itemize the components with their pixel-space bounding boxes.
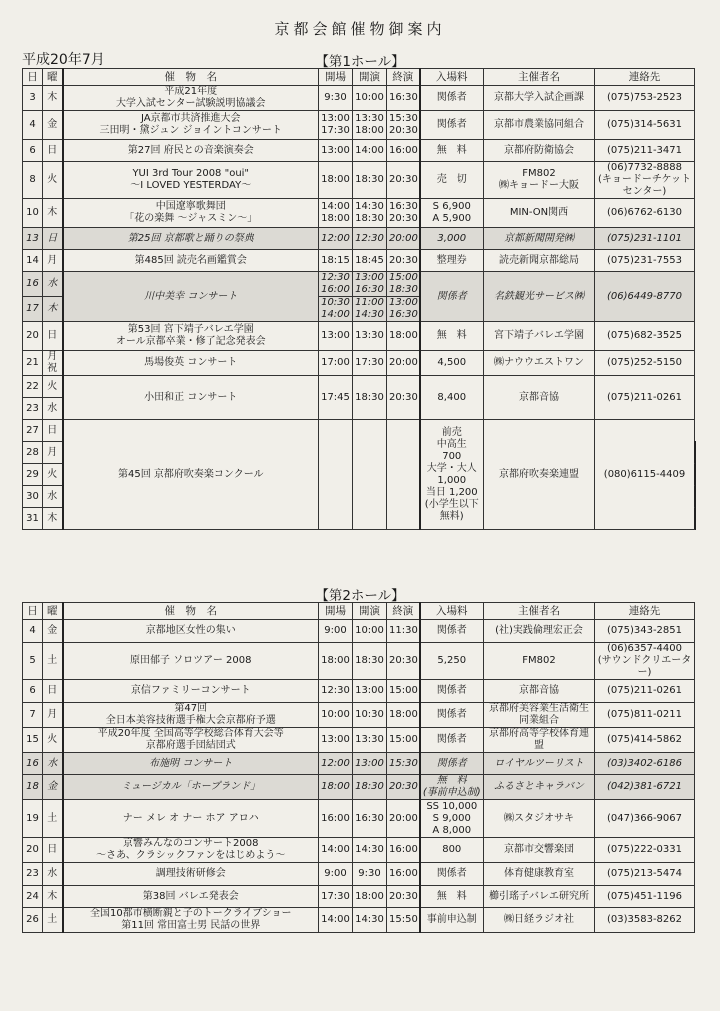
event-cell: 京都地区女性の集い [63, 620, 319, 643]
end-cell: 20:30 [387, 376, 420, 420]
day-cell: 22 [23, 376, 43, 398]
event-cell: 川中美幸 コンサート [63, 272, 319, 322]
fee-cell: 関係者 [420, 272, 484, 322]
open-cell: 9:00 [319, 863, 353, 886]
table-row [23, 111, 695, 140]
contact-cell: (075)222-0331 [595, 838, 695, 863]
end-cell: 16:00 [387, 838, 420, 863]
open-cell: 12:00 [319, 753, 353, 775]
column-header-open: 開場 [319, 69, 353, 86]
start-cell: 18:00 [353, 886, 387, 908]
contact-cell: (06)7732-8888 (キョードーチケットセンター) [595, 162, 695, 199]
open-cell: 9:00 [319, 620, 353, 643]
open-cell: 12:30 [319, 680, 353, 703]
event-cell: 第38回 バレエ発表会 [63, 886, 319, 908]
contact-cell: (075)252-5150 [595, 351, 695, 376]
end-cell: 20:30 [387, 250, 420, 272]
start-cell: 13:30 [353, 728, 387, 753]
day-cell: 24 [23, 886, 43, 908]
table-row [23, 728, 695, 753]
event-cell: 調理技術研修会 [63, 863, 319, 886]
event-cell: 第25回 京都歌と踊りの祭典 [63, 228, 319, 250]
event-cell: 小田和正 コンサート [63, 376, 319, 420]
dow-cell: 日 [43, 322, 63, 351]
dow-cell: 金 [43, 775, 63, 800]
start-cell: 13:30 [353, 322, 387, 351]
contact-cell: (03)3402-6186 [595, 753, 695, 775]
column-header-fee: 入場料 [420, 603, 484, 620]
open-cell: 17:00 [319, 351, 353, 376]
column-header-end: 終演 [387, 69, 420, 86]
contact-cell: (075)213-5474 [595, 863, 695, 886]
open-cell: 18:00 [319, 643, 353, 680]
event-cell: 京信ファミリーコンサート [63, 680, 319, 703]
dow-cell: 木 [43, 199, 63, 228]
end-cell: 15:00 18:30 [387, 272, 420, 297]
start-cell: 18:30 [353, 643, 387, 680]
dow-cell: 火 [43, 376, 63, 398]
end-cell: 20:00 [387, 228, 420, 250]
org-cell: 京都市農業協同組合 [484, 111, 595, 140]
event-cell: 平成20年度 全国高等学校総合体育大会等 京都府選手団結団式 [63, 728, 319, 753]
start-cell: 18:30 [353, 775, 387, 800]
dow-cell: 火 [43, 464, 63, 486]
end-cell: 18:00 [387, 322, 420, 351]
open-cell: 12:30 16:00 [319, 272, 353, 297]
contact-cell: (075)753-2523 [595, 86, 695, 111]
column-header-org: 主催者名 [484, 603, 595, 620]
event-cell: 第27回 府民との音楽演奏会 [63, 140, 319, 162]
fee-cell: 無 料 [420, 140, 484, 162]
open-cell: 10:00 [319, 703, 353, 728]
event-cell: 布施明 コンサート [63, 753, 319, 775]
start-cell: 14:00 [353, 140, 387, 162]
org-cell: MIN-ON関西 [484, 199, 595, 228]
open-cell: 18:15 [319, 250, 353, 272]
table-row [23, 250, 695, 272]
end-cell: 15:00 [387, 728, 420, 753]
table-row [23, 86, 695, 111]
column-header-open: 開場 [319, 603, 353, 620]
day-cell: 6 [23, 680, 43, 703]
dow-cell: 月 [43, 442, 63, 464]
open-cell: 12:00 [319, 228, 353, 250]
contact-cell: (075)451-1196 [595, 886, 695, 908]
fee-cell: 関係者 [420, 863, 484, 886]
event-cell: 第45回 京都府吹奏楽コンクール [63, 420, 319, 530]
column-header-start: 開演 [353, 603, 387, 620]
contact-cell: (075)211-0261 [595, 680, 695, 703]
table-row [23, 199, 695, 228]
dow-cell: 木 [43, 886, 63, 908]
day-cell: 17 [23, 297, 43, 322]
day-cell: 27 [23, 420, 43, 442]
start-cell: 13:30 18:00 [353, 111, 387, 140]
event-cell: YUI 3rd Tour 2008 "oui" ～I LOVED YESTERDAY～ [63, 162, 319, 199]
end-cell: 18:00 [387, 703, 420, 728]
dow-cell: 月 [43, 703, 63, 728]
end-cell: 20:00 [387, 351, 420, 376]
event-cell: 第53回 宮下靖子バレエ学園 オール京都卒業・修了記念発表会 [63, 322, 319, 351]
start-cell: 10:00 [353, 620, 387, 643]
day-cell: 16 [23, 272, 43, 297]
open-cell: 14:00 [319, 908, 353, 933]
fee-cell: 整理券 [420, 250, 484, 272]
column-header-day: 日 [23, 603, 43, 620]
open-cell: 13:00 [319, 728, 353, 753]
fee-cell: 5,250 [420, 643, 484, 680]
table-row [23, 908, 695, 933]
end-cell: 13:00 16:30 [387, 297, 420, 322]
start-cell: 18:30 [353, 162, 387, 199]
org-cell: 名鉄観光サービス㈱ [484, 272, 595, 322]
table-row [23, 620, 695, 643]
event-cell: ミュージカル「ホープランド」 [63, 775, 319, 800]
fee-cell: 800 [420, 838, 484, 863]
start-cell: 17:30 [353, 351, 387, 376]
fee-cell: 3,000 [420, 228, 484, 250]
dow-cell: 火 [43, 728, 63, 753]
column-header-contact: 連絡先 [595, 603, 695, 620]
org-cell: FM802 [484, 643, 595, 680]
dow-cell: 月 祝 [43, 351, 63, 376]
table-row [23, 162, 695, 199]
fee-cell: 関係者 [420, 680, 484, 703]
open-cell [319, 420, 353, 530]
end-cell [387, 420, 420, 530]
fee-cell: 関係者 [420, 728, 484, 753]
column-header-event: 催 物 名 [63, 603, 319, 620]
contact-cell: (06)6357-4400 (サウンドクリエーター) [595, 643, 695, 680]
fee-cell: 関係者 [420, 86, 484, 111]
table-row [23, 680, 695, 703]
end-cell: 16:30 20:30 [387, 199, 420, 228]
day-cell: 30 [23, 486, 43, 508]
start-cell: 10:00 [353, 86, 387, 111]
event-cell: 原田郁子 ソロツアー 2008 [63, 643, 319, 680]
contact-cell: (042)381-6721 [595, 775, 695, 800]
end-cell: 16:00 [387, 140, 420, 162]
end-cell: 16:30 [387, 86, 420, 111]
org-cell: (社)実践倫理宏正会 [484, 620, 595, 643]
day-cell: 20 [23, 838, 43, 863]
contact-cell: (075)231-1101 [595, 228, 695, 250]
column-header-dow: 曜 [43, 69, 63, 86]
end-cell: 16:00 [387, 863, 420, 886]
contact-cell: (075)414-5862 [595, 728, 695, 753]
fee-cell: 無 料 (事前申込制) [420, 775, 484, 800]
fee-cell: S 6,900 A 5,900 [420, 199, 484, 228]
org-cell: ロイヤルツーリスト [484, 753, 595, 775]
event-cell: ナー メレ オ ナー ホア アロハ [63, 800, 319, 838]
fee-cell: 関係者 [420, 703, 484, 728]
start-cell: 12:30 [353, 228, 387, 250]
open-cell: 14:00 18:00 [319, 199, 353, 228]
column-header-start: 開演 [353, 69, 387, 86]
end-cell: 15:30 [387, 753, 420, 775]
start-cell: 14:30 18:30 [353, 199, 387, 228]
start-cell: 18:30 [353, 376, 387, 420]
end-cell: 20:30 [387, 162, 420, 199]
contact-cell: (047)366-9067 [595, 800, 695, 838]
day-cell: 4 [23, 620, 43, 643]
start-cell: 16:30 [353, 800, 387, 838]
column-header-event: 催 物 名 [63, 69, 319, 86]
event-cell: JA京都市共済推進大会 三田明・黛ジュン ジョイントコンサート [63, 111, 319, 140]
org-cell: 京都市交響楽団 [484, 838, 595, 863]
open-cell: 17:45 [319, 376, 353, 420]
fee-cell: 無 料 [420, 322, 484, 351]
org-cell: 京都府吹奏楽連盟 [484, 420, 595, 530]
day-cell: 31 [23, 508, 43, 530]
dow-cell: 日 [43, 420, 63, 442]
dow-cell: 水 [43, 486, 63, 508]
day-cell: 19 [23, 800, 43, 838]
contact-cell: (080)6115-4409 [595, 420, 695, 530]
table-row [23, 272, 695, 297]
hall2-schedule-table [22, 602, 695, 933]
dow-cell: 水 [43, 272, 63, 297]
dow-cell: 木 [43, 86, 63, 111]
contact-cell: (06)6762-6130 [595, 199, 695, 228]
day-cell: 23 [23, 398, 43, 420]
table-row [23, 753, 695, 775]
org-cell: ㈱日経ラジオ社 [484, 908, 595, 933]
dow-cell: 日 [43, 140, 63, 162]
org-cell: 櫛引瑤子バレエ研究所 [484, 886, 595, 908]
start-cell: 13:00 [353, 753, 387, 775]
fee-cell: 関係者 [420, 753, 484, 775]
contact-cell: (075)211-3471 [595, 140, 695, 162]
table-row [23, 643, 695, 680]
org-cell: 宮下靖子バレエ学園 [484, 322, 595, 351]
day-cell: 8 [23, 162, 43, 199]
end-cell: 15:00 [387, 680, 420, 703]
fee-cell: 売 切 [420, 162, 484, 199]
day-cell: 6 [23, 140, 43, 162]
org-cell: 京都府防衛協会 [484, 140, 595, 162]
dow-cell: 日 [43, 838, 63, 863]
hall1-schedule-table [22, 68, 696, 530]
end-cell: 20:30 [387, 643, 420, 680]
event-cell: 京響みんなのコンサート2008 ～さあ、クラシックファンをはじめよう～ [63, 838, 319, 863]
org-cell: ㈱スタジオサキ [484, 800, 595, 838]
org-cell: 体育健康教育室 [484, 863, 595, 886]
date-label: 平成20年7月 [22, 52, 105, 68]
end-cell: 15:50 [387, 908, 420, 933]
day-cell: 28 [23, 442, 43, 464]
dow-cell: 金 [43, 620, 63, 643]
open-cell: 13:00 17:30 [319, 111, 353, 140]
open-cell: 16:00 [319, 800, 353, 838]
table-row [23, 376, 695, 398]
contact-cell: (06)6449-8770 [595, 272, 695, 322]
table-row [23, 420, 695, 442]
start-cell: 14:30 [353, 908, 387, 933]
dow-cell: 水 [43, 398, 63, 420]
day-cell: 23 [23, 863, 43, 886]
dow-cell: 火 [43, 162, 63, 199]
contact-cell: (03)3583-8262 [595, 908, 695, 933]
org-cell: 京都府美容業生活衛生同業組合 [484, 703, 595, 728]
fee-cell: 8,400 [420, 376, 484, 420]
open-cell: 18:00 [319, 162, 353, 199]
day-cell: 15 [23, 728, 43, 753]
table-row [23, 775, 695, 800]
org-cell: 京都新聞開発㈱ [484, 228, 595, 250]
day-cell: 14 [23, 250, 43, 272]
event-cell: 馬場俊英 コンサート [63, 351, 319, 376]
open-cell: 13:00 [319, 322, 353, 351]
dow-cell: 水 [43, 863, 63, 886]
hall1-title: 【第1ホール】 [315, 54, 405, 70]
hall2-header-row [23, 603, 695, 620]
dow-cell: 土 [43, 643, 63, 680]
table-row [23, 886, 695, 908]
dow-cell: 月 [43, 250, 63, 272]
day-cell: 20 [23, 322, 43, 351]
table-row [23, 322, 695, 351]
dow-cell: 木 [43, 508, 63, 530]
start-cell: 11:00 14:30 [353, 297, 387, 322]
day-cell: 3 [23, 86, 43, 111]
column-header-fee: 入場料 [420, 69, 484, 86]
contact-cell: (075)811-0211 [595, 703, 695, 728]
start-cell: 9:30 [353, 863, 387, 886]
day-cell: 29 [23, 464, 43, 486]
day-cell: 26 [23, 908, 43, 933]
org-cell: 京都府高等学校体育連盟 [484, 728, 595, 753]
day-cell: 21 [23, 351, 43, 376]
open-cell: 14:00 [319, 838, 353, 863]
org-cell: FM802 ㈱キョードー大阪 [484, 162, 595, 199]
dow-cell: 金 [43, 111, 63, 140]
column-header-dow: 曜 [43, 603, 63, 620]
day-cell: 4 [23, 111, 43, 140]
column-header-org: 主催者名 [484, 69, 595, 86]
table-row [23, 800, 695, 838]
column-header-day: 日 [23, 69, 43, 86]
column-header-end: 終演 [387, 603, 420, 620]
start-cell: 14:30 [353, 838, 387, 863]
event-cell: 平成21年度 大学入試センター試験説明協議会 [63, 86, 319, 111]
dow-cell: 木 [43, 297, 63, 322]
document-title: 京都会館催物御案内 [274, 20, 446, 38]
start-cell: 13:00 [353, 680, 387, 703]
table-row [23, 140, 695, 162]
event-cell: 第485回 読売名画鑑賞会 [63, 250, 319, 272]
org-cell: 京都大学入試企画課 [484, 86, 595, 111]
contact-cell: (075)343-2851 [595, 620, 695, 643]
event-cell: 第47回 全日本美容技術選手権大会京都府予選 [63, 703, 319, 728]
end-cell: 20:30 [387, 775, 420, 800]
end-cell: 20:30 [387, 886, 420, 908]
org-cell: 京都音協 [484, 680, 595, 703]
fee-cell: 4,500 [420, 351, 484, 376]
table-row [23, 228, 695, 250]
contact-cell: (075)682-3525 [595, 322, 695, 351]
column-header-contact: 連絡先 [595, 69, 695, 86]
org-cell: 京都音協 [484, 376, 595, 420]
event-cell: 全国10都市横断親と子のトークライブショー 第11回 常田富士男 民話の世界 [63, 908, 319, 933]
open-cell: 13:00 [319, 140, 353, 162]
org-cell: 読売新聞京都総局 [484, 250, 595, 272]
org-cell: ふるさとキャラバン [484, 775, 595, 800]
table-row [23, 863, 695, 886]
fee-cell: 事前申込制 [420, 908, 484, 933]
fee-cell: 関係者 [420, 111, 484, 140]
table-row [23, 351, 695, 376]
end-cell: 11:30 [387, 620, 420, 643]
contact-cell: (075)231-7553 [595, 250, 695, 272]
open-cell: 18:00 [319, 775, 353, 800]
hall2-title: 【第2ホール】 [315, 588, 405, 604]
day-cell: 13 [23, 228, 43, 250]
end-cell: 15:30 20:30 [387, 111, 420, 140]
day-cell: 10 [23, 199, 43, 228]
open-cell: 17:30 [319, 886, 353, 908]
day-cell: 16 [23, 753, 43, 775]
table-row [23, 703, 695, 728]
dow-cell: 日 [43, 228, 63, 250]
fee-cell: 関係者 [420, 620, 484, 643]
event-cell: 中国遼寧歌舞団 「花の楽舞 ～ジャスミン～」 [63, 199, 319, 228]
contact-cell: (075)211-0261 [595, 376, 695, 420]
open-cell: 9:30 [319, 86, 353, 111]
day-cell: 5 [23, 643, 43, 680]
start-cell: 18:45 [353, 250, 387, 272]
hall1-header-row [23, 69, 695, 86]
fee-cell: 前売 中高生 700 大学・大人 1,000 当日 1,200 (小学生以下 無料) [420, 420, 484, 530]
contact-cell: (075)314-5631 [595, 111, 695, 140]
dow-cell: 水 [43, 753, 63, 775]
table-row [23, 838, 695, 863]
day-cell: 7 [23, 703, 43, 728]
start-cell: 13:00 16:30 [353, 272, 387, 297]
end-cell: 20:00 [387, 800, 420, 838]
day-cell: 18 [23, 775, 43, 800]
fee-cell: SS 10,000 S 9,000 A 8,000 [420, 800, 484, 838]
dow-cell: 日 [43, 680, 63, 703]
org-cell: ㈱ナウウエストワン [484, 351, 595, 376]
fee-cell: 無 料 [420, 886, 484, 908]
dow-cell: 土 [43, 908, 63, 933]
dow-cell: 土 [43, 800, 63, 838]
start-cell: 10:30 [353, 703, 387, 728]
start-cell [353, 420, 387, 530]
open-cell: 10:30 14:00 [319, 297, 353, 322]
